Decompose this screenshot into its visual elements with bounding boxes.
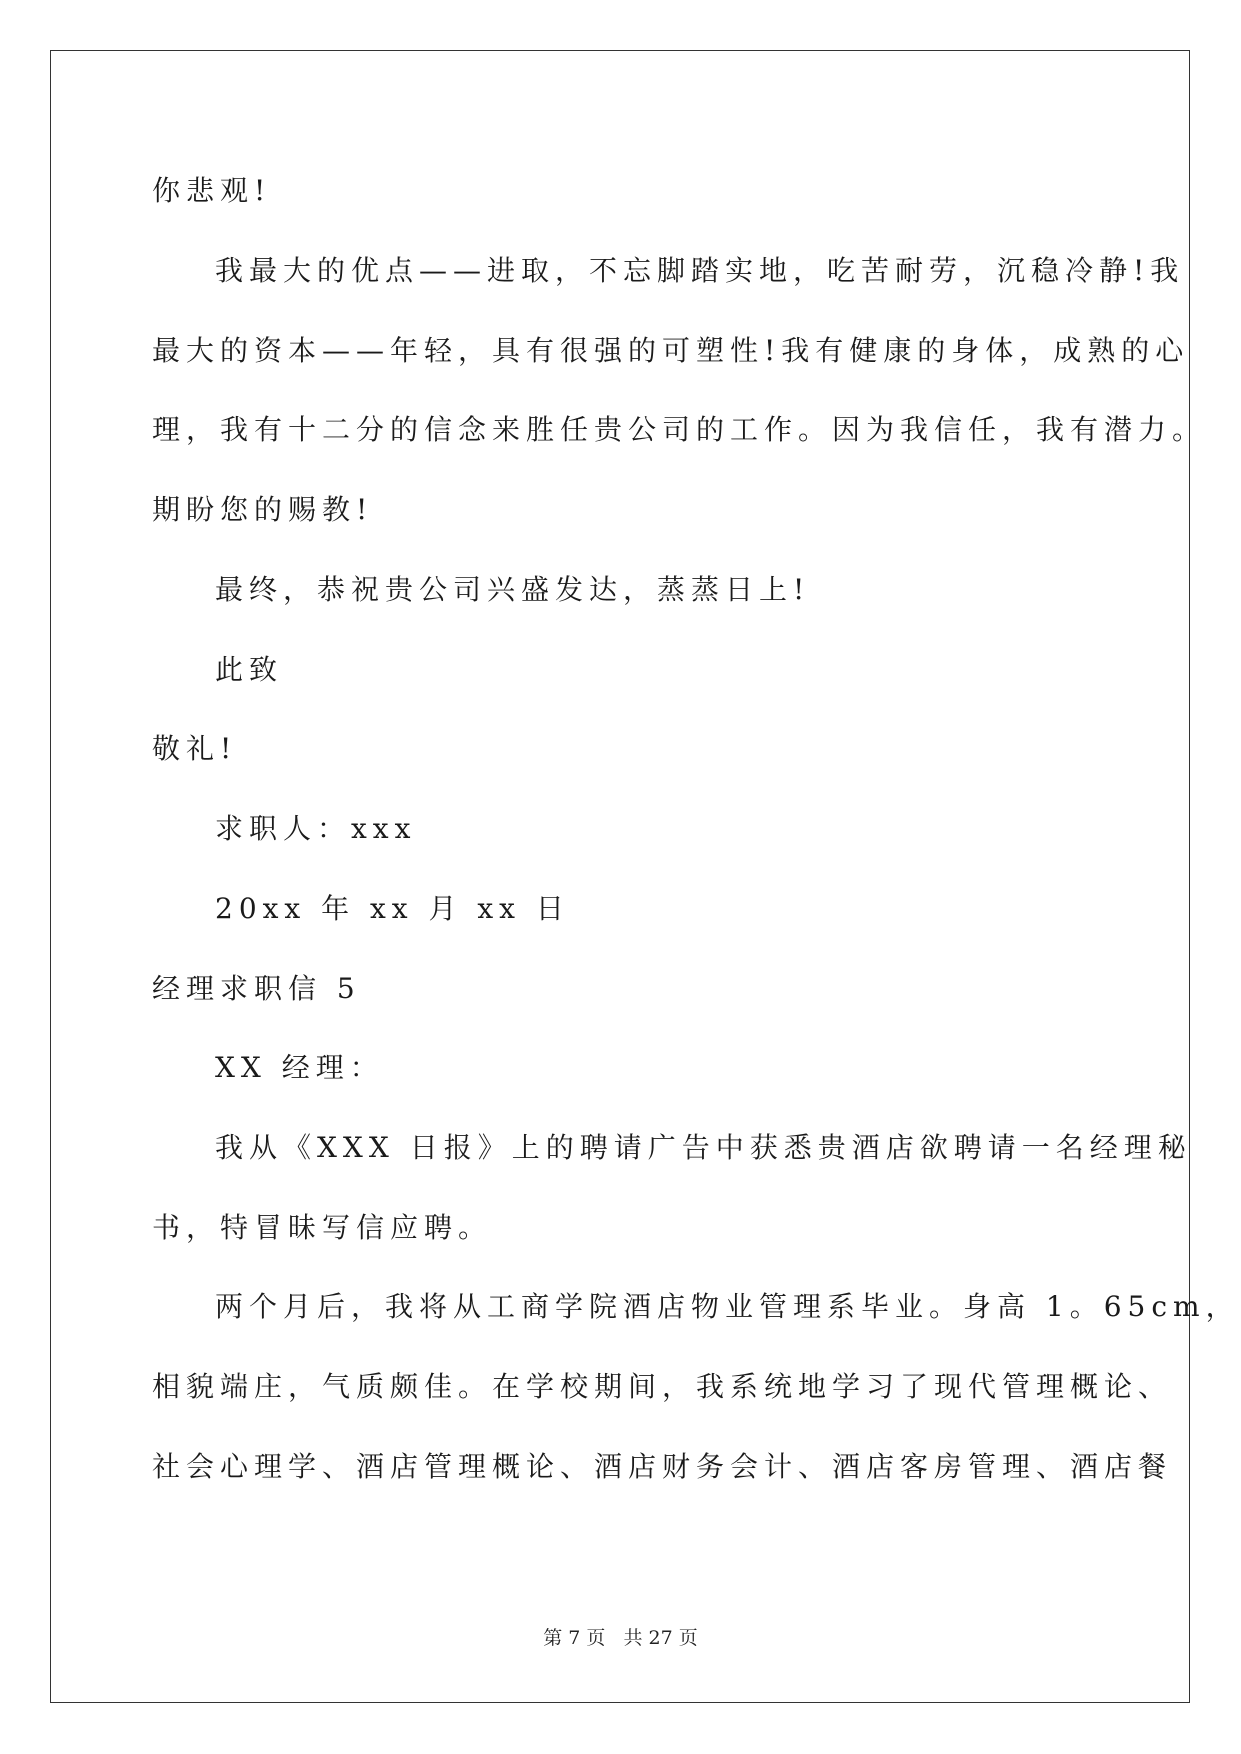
text-line: 理，我有十二分的信念来胜任贵公司的工作。因为我信任，我有潜力。 (152, 413, 1207, 446)
text-line: 书，特冒昧写信应聘。 (152, 1211, 493, 1244)
text-line: 社会心理学、酒店管理概论、酒店财务会计、酒店客房管理、酒店餐 (152, 1450, 1173, 1483)
text-line: 最大的资本——年轻，具有很强的可塑性!我有健康的身体，成熟的心 (152, 334, 1190, 367)
text-line: 两个月后，我将从工商学院酒店物业管理系毕业。身高 1。65cm， (215, 1290, 1240, 1323)
text-line: 期盼您的赐教! (152, 493, 374, 526)
text-line: 最终，恭祝贵公司兴盛发达，蒸蒸日上! (215, 573, 811, 606)
text-line: 你悲观! (152, 174, 272, 207)
text-line: XX 经理： (215, 1051, 384, 1084)
text-line: 20xx 年 xx 月 xx 日 (215, 892, 570, 925)
text-line: 经理求职信 5 (152, 972, 361, 1005)
text-line: 此致 (215, 653, 284, 686)
text-line: 我从《XXX 日报》上的聘请广告中获悉贵酒店欲聘请一名经理秘 (215, 1131, 1192, 1164)
text-line: 相貌端庄，气质颇佳。在学校期间，我系统地学习了现代管理概论、 (152, 1370, 1173, 1403)
text-line: 敬礼! (152, 732, 238, 765)
text-line: 我最大的优点——进取，不忘脚踏实地，吃苦耐劳，沉稳冷静!我 (215, 254, 1185, 287)
text-line: 求职人：xxx (215, 812, 417, 845)
page-footer: 第 7 页 共 27 页 (543, 1627, 698, 1649)
